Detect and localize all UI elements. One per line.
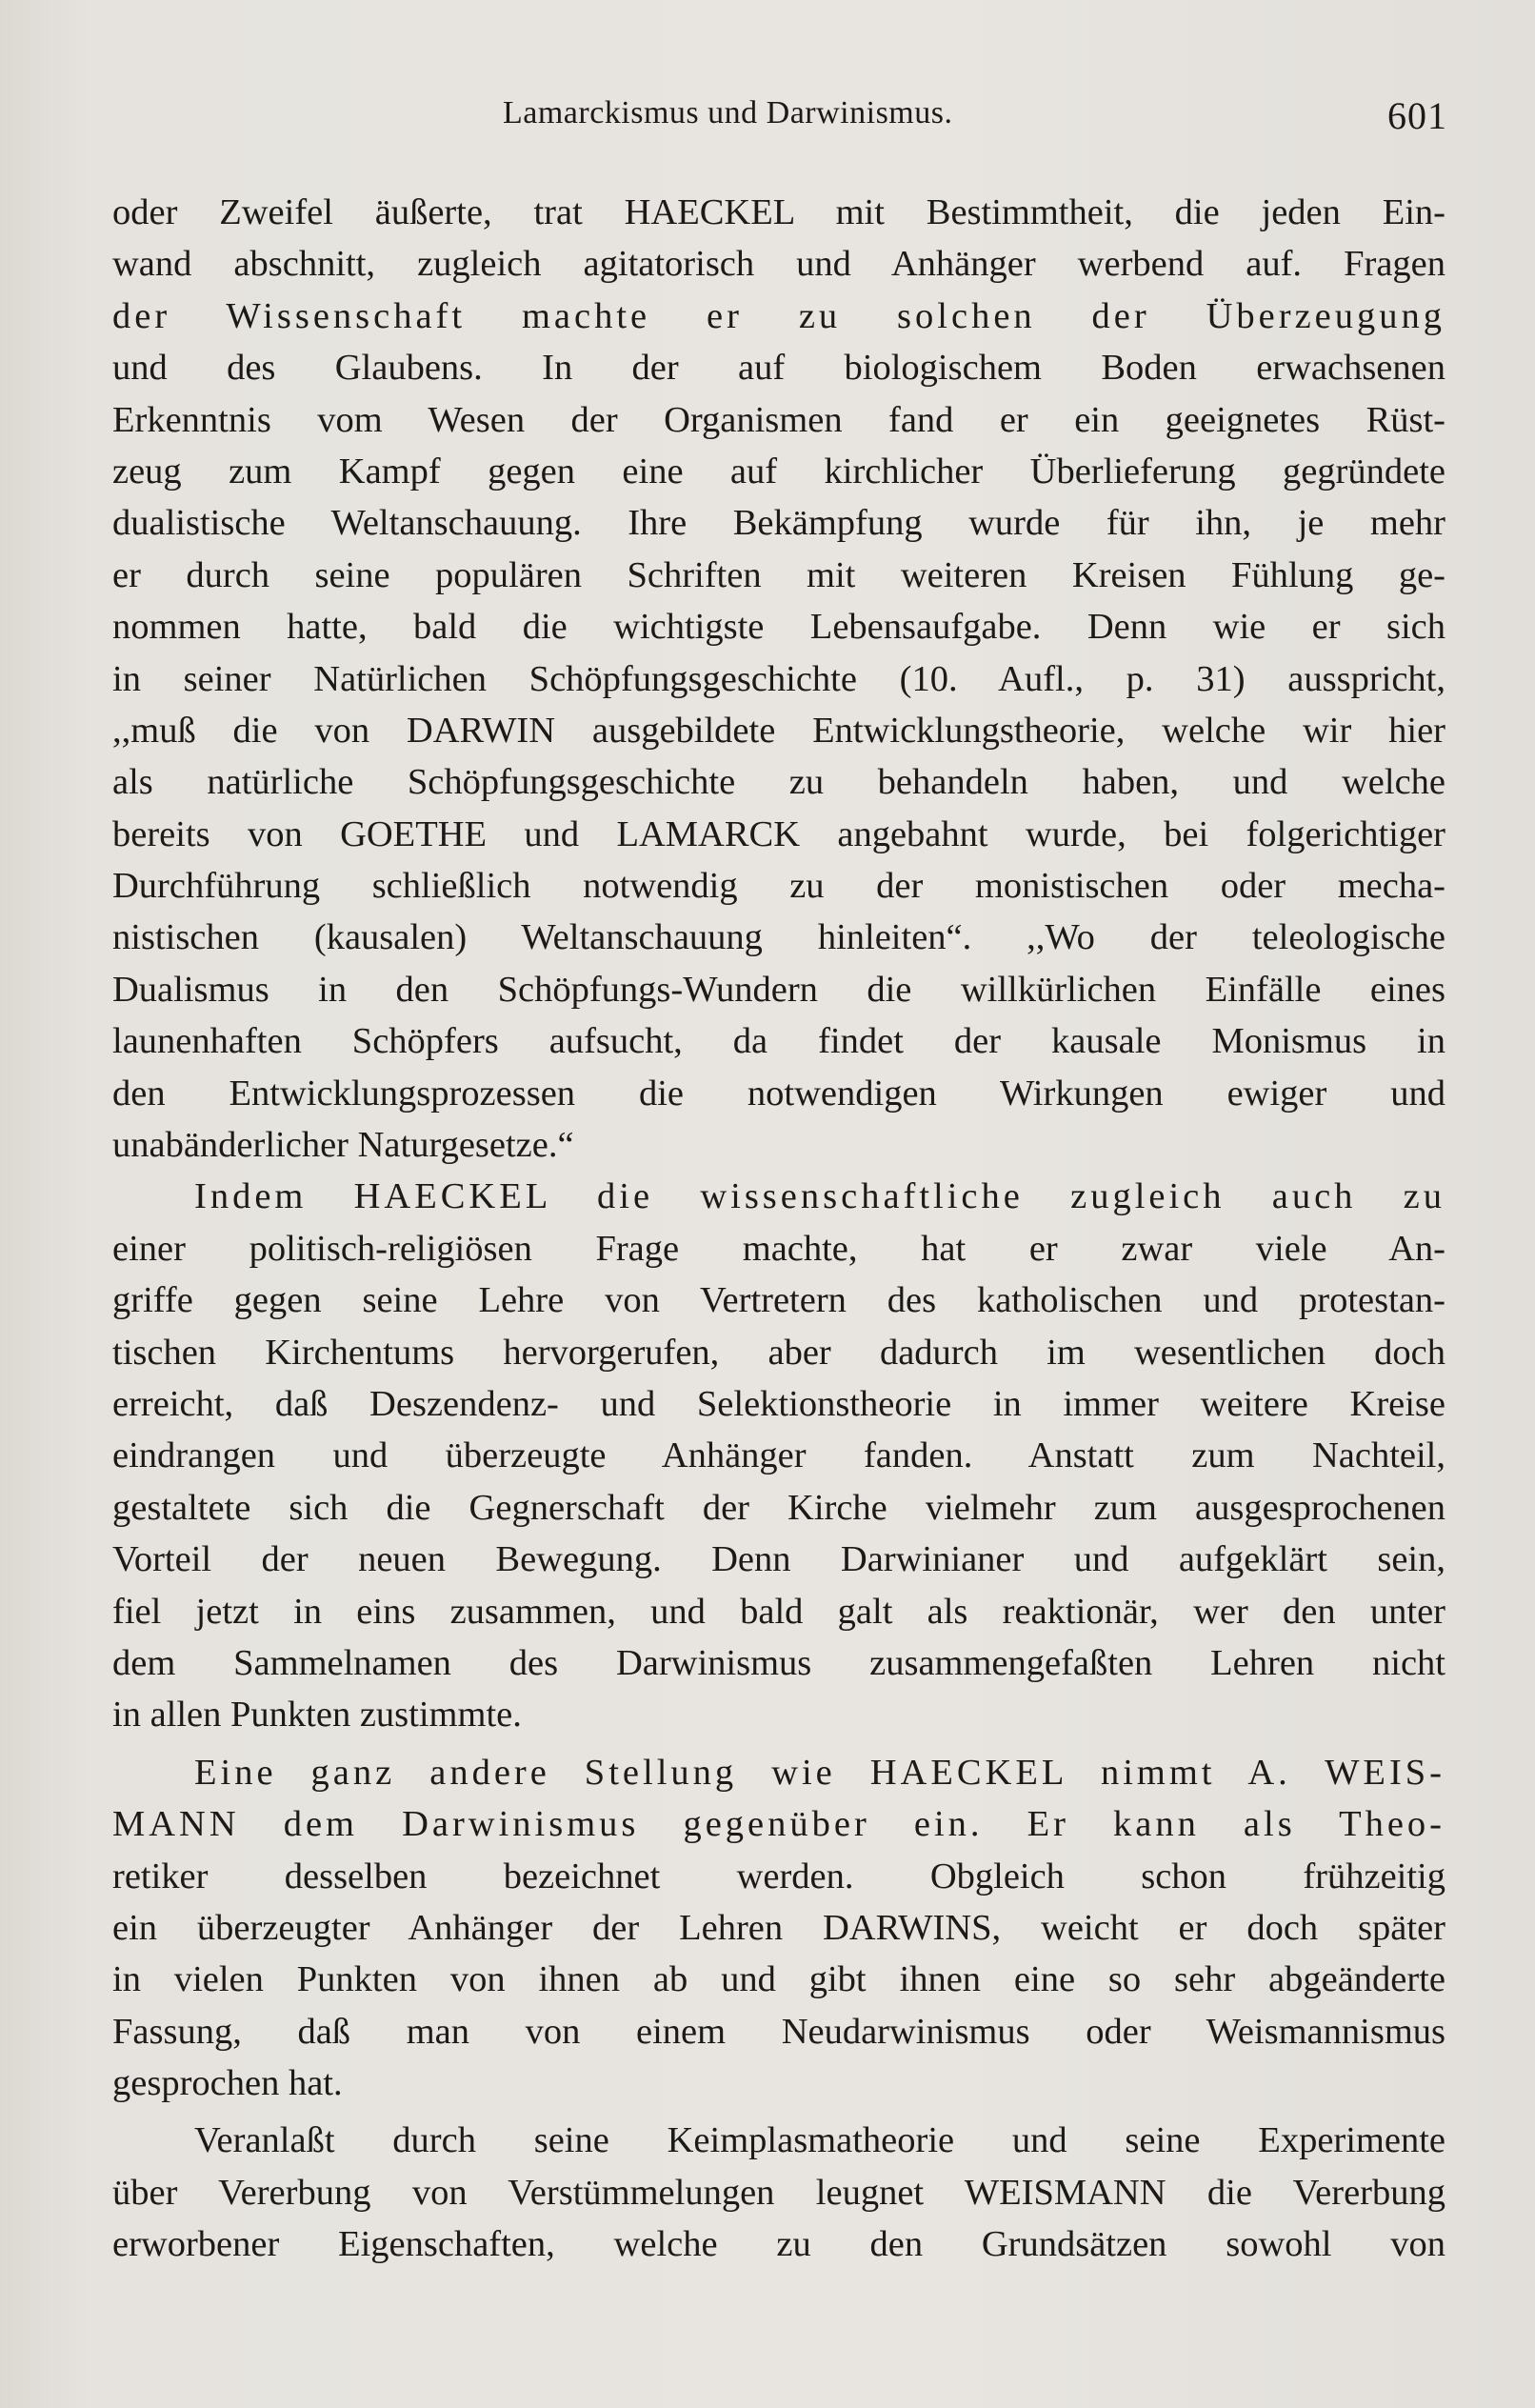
text-line: eindrangen und überzeugte Anhänger fanden. Anstatt zum Nachteil,	[112, 1435, 1445, 1476]
text-line: und des Glaubens. In der auf biologischem Boden erwachsenen	[112, 348, 1445, 389]
text-line: Durchführung schließlich notwendig zu der monistischen oder mecha-	[112, 866, 1445, 907]
text-line: Erkenntnis vom Wesen der Organismen fand er ein geeignetes Rüst-	[112, 399, 1445, 440]
text-line: fiel jetzt in eins zusammen, und bald galt als reaktionär, wer den unter	[112, 1591, 1445, 1632]
text-line: launenhaften Schöpfers aufsucht, da findet der kausale Monismus in	[112, 1021, 1445, 1062]
text-line: tischen Kirchentums hervorgerufen, aber dadurch im wesentlichen doch	[112, 1332, 1445, 1373]
text-line: Vorteil der neuen Bewegung. Denn Darwinianer und aufgeklärt sein,	[112, 1539, 1445, 1580]
text-line: bereits von GOETHE und LAMARCK angebahnt wurde, bei folgerichtiger	[112, 813, 1445, 854]
text-line: retiker desselben bezeichnet werden. Obgleich schon frühzeitig	[112, 1856, 1445, 1896]
text-line: erworbener Eigenschaften, welche zu den Grundsätzen sowohl von	[112, 2224, 1445, 2265]
text-line: dem Sammelnamen des Darwinismus zusammengefaßten Lehren nicht	[112, 1642, 1445, 1683]
paragraph-first-line: Veranlaßt durch seine Keimplasmatheorie und seine Experimente	[194, 2120, 1445, 2161]
text-line: Fassung, daß man von einem Neudarwinismus oder Weismannismus	[112, 2011, 1445, 2052]
text-line: erreicht, daß Deszendenz- und Selektionstheorie in immer weitere Kreise	[112, 1383, 1445, 1424]
text-line: dualistische Weltanschauung. Ihre Bekämpfung wurde für ihn, je mehr	[112, 503, 1445, 544]
text-line: Dualismus in den Schöpfungs-Wundern die willkürlichen Einfälle eines	[112, 969, 1445, 1010]
body-text	[112, 187, 1445, 2271]
text-line: wand abschnitt, zugleich agitatorisch und Anhänger werbend auf. Fragen	[112, 244, 1445, 285]
text-line: einer politisch-religiösen Frage machte, hat er zwar viele An-	[112, 1228, 1445, 1269]
text-line: als natürliche Schöpfungsgeschichte zu behandeln haben, und welche	[112, 762, 1445, 803]
text-line: nistischen (kausalen) Weltanschauung hinleiten“. ,,Wo der teleologische	[112, 917, 1445, 958]
page-number: 601	[1387, 94, 1447, 137]
text-line: den Entwicklungsprozessen die notwendigen Wirkungen ewiger und	[112, 1073, 1445, 1114]
text-line: gesprochen hat.	[112, 2063, 343, 2104]
text-line: in allen Punkten zustimmte.	[112, 1695, 522, 1736]
text-line: über Vererbung von Verstümmelungen leugnet WEISMANN die Vererbung	[112, 2172, 1445, 2213]
text-line: griffe gegen seine Lehre von Vertretern des katholischen und protestan-	[112, 1280, 1445, 1321]
text-line: zeug zum Kampf gegen eine auf kirchlicher Überlieferung gegründete	[112, 451, 1445, 492]
running-head: Lamarckismus und Darwinismus.	[503, 95, 953, 130]
text-line: gestaltete sich die Gegnerschaft der Kirche vielmehr zum ausgesprochenen	[112, 1487, 1445, 1528]
paragraph-first-line: Eine ganz andere Stellung wie HAECKEL nimmt A. WEIS-	[194, 1752, 1445, 1793]
text-line: ,,muß die von DARWIN ausgebildete Entwicklungstheorie, welche wir hier	[112, 710, 1445, 751]
paragraph-first-line: Indem HAECKEL die wissenschaftliche zugleich auch zu	[194, 1176, 1445, 1217]
text-line: unabänderlicher Naturgesetze.“	[112, 1125, 574, 1166]
text-line: der Wissenschaft machte er zu solchen der Überzeugung	[112, 295, 1445, 336]
text-line: nommen hatte, bald die wichtigste Lebensaufgabe. Denn wie er sich	[112, 607, 1445, 648]
text-line: in vielen Punkten von ihnen ab und gibt ihnen eine so sehr abgeänderte	[112, 1959, 1445, 2000]
text-line: in seiner Natürlichen Schöpfungsgeschichte (10. Aufl., p. 31) ausspricht,	[112, 658, 1445, 699]
text-line: oder Zweifel äußerte, trat HAECKEL mit Bestimmtheit, die jeden Ein-	[112, 192, 1445, 232]
text-line: er durch seine populären Schriften mit weiteren Kreisen Fühlung ge-	[112, 554, 1445, 595]
text-line: ein überzeugter Anhänger der Lehren DARWINS, weicht er doch später	[112, 1907, 1445, 1948]
text-line: MANN dem Darwinismus gegenüber ein. Er kann als Theo-	[112, 1804, 1445, 1845]
page-header	[114, 95, 1447, 152]
